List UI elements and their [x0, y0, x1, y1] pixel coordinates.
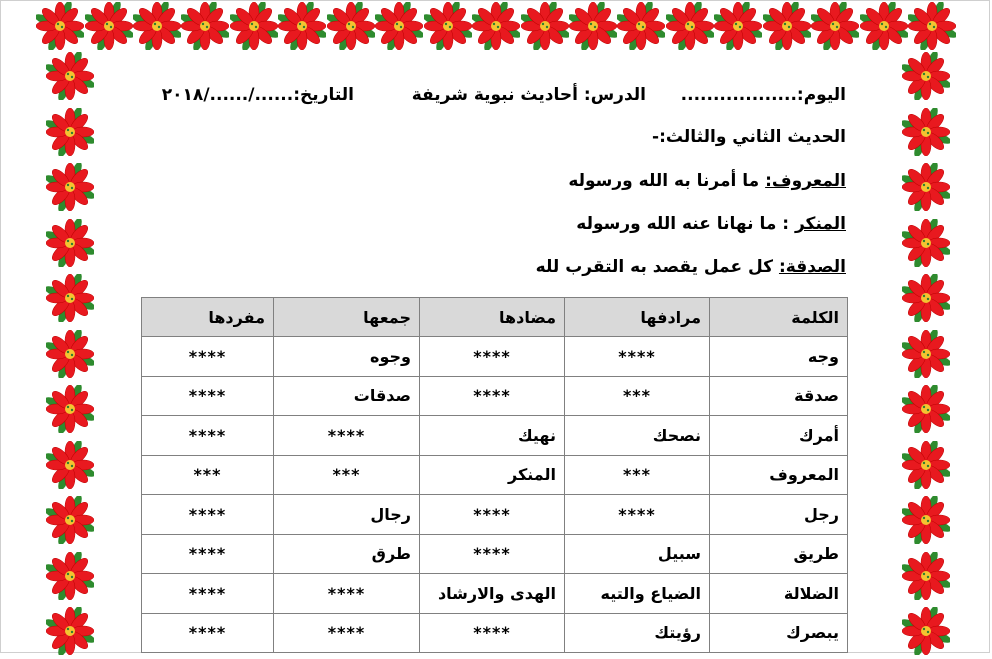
poinsettia-flower-icon — [46, 163, 94, 211]
definition-text: : ما نهانا عنه الله ورسوله — [576, 214, 795, 234]
header-antonym: مضادها — [420, 298, 565, 337]
synonym-cell: *** — [565, 376, 710, 416]
poinsettia-flower-icon — [569, 2, 617, 50]
definition-maaruf — [568, 171, 846, 191]
word-cell: وجه — [710, 337, 848, 377]
poinsettia-flower-icon — [46, 441, 94, 489]
poinsettia-flower-icon — [763, 2, 811, 50]
poinsettia-flower-icon — [46, 496, 94, 544]
antonym-cell: **** — [420, 613, 565, 653]
poinsettia-flower-icon — [472, 2, 520, 50]
synonym-cell: رؤيتك — [565, 613, 710, 653]
lesson-line — [412, 85, 646, 105]
header-plural: جمعها — [274, 298, 420, 337]
table-row — [142, 613, 848, 653]
plural-cell: وجوه — [274, 337, 420, 377]
definition-munkar — [576, 214, 846, 234]
poinsettia-flower-icon — [902, 441, 950, 489]
poinsettia-flower-icon — [181, 2, 229, 50]
table-row — [142, 376, 848, 416]
poinsettia-flower-icon — [46, 385, 94, 433]
poinsettia-flower-icon — [46, 274, 94, 322]
table-row — [142, 574, 848, 614]
plural-cell: **** — [274, 574, 420, 614]
word-cell: يبصرك — [710, 613, 848, 653]
definition-sadaqa — [536, 257, 846, 277]
antonym-cell: نهيك — [420, 416, 565, 456]
poinsettia-flower-icon — [714, 2, 762, 50]
singular-cell: *** — [142, 455, 274, 495]
date-value: ....../....../٢٠١٨ — [161, 85, 294, 105]
singular-cell: **** — [142, 495, 274, 535]
poinsettia-flower-icon — [46, 108, 94, 156]
definition-term: الصدقة: — [778, 257, 846, 277]
table-row — [142, 337, 848, 377]
word-cell: الضلالة — [710, 574, 848, 614]
poinsettia-flower-icon — [375, 2, 423, 50]
word-cell: طريق — [710, 534, 848, 574]
poinsettia-flower-icon — [902, 274, 950, 322]
word-cell: رجل — [710, 495, 848, 535]
poinsettia-flower-icon — [46, 219, 94, 267]
header-synonym: مرادفها — [565, 298, 710, 337]
poinsettia-flower-icon — [902, 219, 950, 267]
lesson-label: الدرس: — [583, 85, 646, 105]
definition-term: المعروف: — [765, 171, 846, 191]
day-dots: .................. — [680, 85, 797, 105]
singular-cell: **** — [142, 416, 274, 456]
date-line — [162, 85, 354, 105]
poinsettia-flower-icon — [46, 52, 94, 100]
antonym-cell: **** — [420, 495, 565, 535]
poinsettia-flower-icon — [860, 2, 908, 50]
singular-cell: **** — [142, 534, 274, 574]
plural-cell: **** — [274, 416, 420, 456]
plural-cell: *** — [274, 455, 420, 495]
poinsettia-flower-icon — [902, 385, 950, 433]
table-row — [142, 534, 848, 574]
poinsettia-flower-icon — [85, 2, 133, 50]
poinsettia-flower-icon — [666, 2, 714, 50]
flower-border-left — [42, 52, 94, 655]
synonym-cell: الضياع والتيه — [565, 574, 710, 614]
poinsettia-flower-icon — [617, 2, 665, 50]
header-singular: مفردها — [142, 298, 274, 337]
synonym-cell: **** — [565, 337, 710, 377]
poinsettia-flower-icon — [902, 108, 950, 156]
poinsettia-flower-icon — [811, 2, 859, 50]
poinsettia-flower-icon — [521, 2, 569, 50]
poinsettia-flower-icon — [133, 2, 181, 50]
section-title: الحديث الثاني والثالث:- — [652, 127, 846, 147]
table-row — [142, 455, 848, 495]
poinsettia-flower-icon — [46, 607, 94, 655]
synonym-cell: *** — [565, 455, 710, 495]
poinsettia-flower-icon — [230, 2, 278, 50]
poinsettia-flower-icon — [902, 496, 950, 544]
poinsettia-flower-icon — [902, 552, 950, 600]
plural-cell: طرق — [274, 534, 420, 574]
singular-cell: **** — [142, 337, 274, 377]
poinsettia-flower-icon — [46, 552, 94, 600]
header-word: الكلمة — [710, 298, 848, 337]
day-label: اليوم: — [796, 85, 846, 105]
poinsettia-flower-icon — [278, 2, 326, 50]
date-label: التاريخ: — [293, 85, 354, 105]
poinsettia-flower-icon — [46, 330, 94, 378]
poinsettia-flower-icon — [902, 52, 950, 100]
vocabulary-table — [141, 297, 848, 653]
singular-cell: **** — [142, 574, 274, 614]
plural-cell: رجال — [274, 495, 420, 535]
word-cell: صدقة — [710, 376, 848, 416]
singular-cell: **** — [142, 376, 274, 416]
synonym-cell: **** — [565, 495, 710, 535]
definition-text: ما أمرنا به الله ورسوله — [568, 171, 760, 191]
poinsettia-flower-icon — [908, 2, 956, 50]
synonym-cell: سبيل — [565, 534, 710, 574]
table-row — [142, 495, 848, 535]
lesson-value: أحاديث نبوية شريفة — [411, 85, 578, 105]
header-line — [681, 85, 846, 105]
plural-cell: صدقات — [274, 376, 420, 416]
poinsettia-flower-icon — [902, 163, 950, 211]
table-header-row — [142, 298, 848, 337]
flower-border-top — [36, 2, 956, 50]
word-cell: أمرك — [710, 416, 848, 456]
poinsettia-flower-icon — [327, 2, 375, 50]
poinsettia-flower-icon — [36, 2, 84, 50]
poinsettia-flower-icon — [424, 2, 472, 50]
flower-border-right — [898, 52, 950, 655]
poinsettia-flower-icon — [902, 607, 950, 655]
word-cell: المعروف — [710, 455, 848, 495]
antonym-cell: **** — [420, 376, 565, 416]
definition-text: كل عمل يقصد به التقرب لله — [535, 257, 774, 277]
singular-cell: **** — [142, 613, 274, 653]
definition-term: المنكر — [794, 214, 846, 234]
poinsettia-flower-icon — [902, 330, 950, 378]
synonym-cell: نصحك — [565, 416, 710, 456]
antonym-cell: المنكر — [420, 455, 565, 495]
antonym-cell: **** — [420, 337, 565, 377]
antonym-cell: الهدى والارشاد — [420, 574, 565, 614]
plural-cell: **** — [274, 613, 420, 653]
antonym-cell: **** — [420, 534, 565, 574]
table-row — [142, 416, 848, 456]
